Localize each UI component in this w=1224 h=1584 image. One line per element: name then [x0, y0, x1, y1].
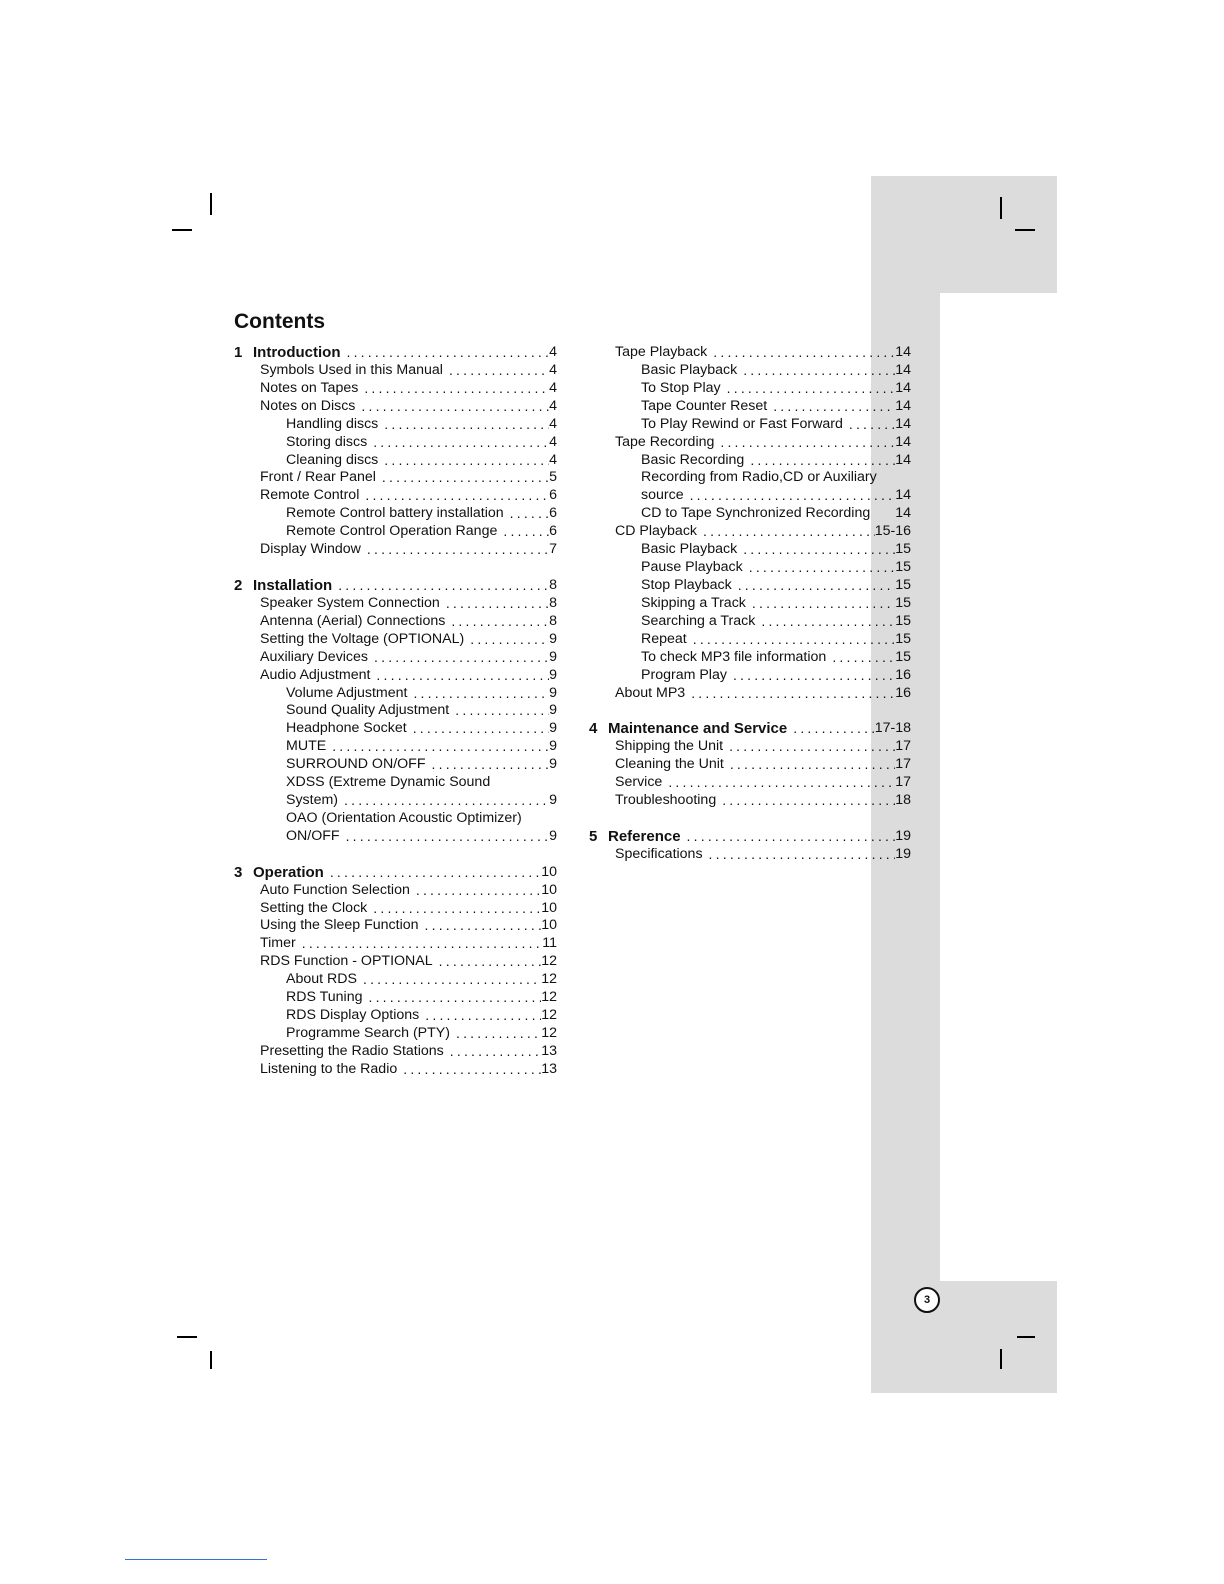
toc-page-number: 17	[895, 774, 911, 791]
toc-entry-label: Reference	[608, 827, 681, 845]
toc-entry-label: Audio Adjustment	[260, 666, 371, 683]
toc-leader-dots	[426, 756, 550, 774]
toc-entry[interactable]	[589, 344, 911, 362]
toc-leader-dots	[826, 649, 895, 667]
toc-page-number: 10	[541, 899, 557, 916]
toc-page-number: 9	[549, 684, 557, 701]
toc-page-number: 15	[895, 559, 911, 576]
crop-mark	[1015, 229, 1035, 231]
toc-entry[interactable]	[589, 756, 911, 774]
toc-entry[interactable]	[234, 702, 557, 720]
toc-entry-label: Troubleshooting	[615, 792, 717, 809]
toc-leader-dots	[367, 434, 549, 452]
toc-page-number: 10	[541, 917, 557, 934]
toc-entry[interactable]	[589, 667, 911, 685]
toc-entry-label: source	[641, 487, 684, 504]
toc-page-number: 14	[895, 361, 911, 378]
toc-leader-dots	[378, 452, 549, 470]
toc-entry-label: Stop Playback	[641, 576, 732, 593]
toc-leader-dots	[732, 577, 896, 595]
toc-entry[interactable]	[589, 846, 911, 864]
toc-entry-label: Display Window	[260, 541, 361, 558]
toc-entry[interactable]	[589, 792, 911, 810]
toc-section-number: 4	[589, 720, 598, 738]
toc-entry-label: CD to Tape Synchronized Recording	[641, 505, 871, 522]
toc-entry-label: Setting the Voltage (OPTIONAL)	[260, 630, 465, 647]
toc-entry[interactable]	[234, 685, 557, 703]
toc-entry[interactable]	[234, 523, 557, 541]
toc-page-number: 4	[549, 433, 557, 450]
toc-entry-label: RDS Tuning	[286, 989, 363, 1006]
toc-entry-label: Volume Adjustment	[286, 684, 408, 701]
toc-entry[interactable]	[234, 649, 557, 667]
toc-page-number: 18	[895, 792, 911, 809]
toc-entry-label: Headphone Socket	[286, 720, 407, 737]
toc-leader-dots	[338, 792, 549, 810]
toc-leader-dots	[368, 649, 549, 667]
toc-leader-dots	[504, 505, 549, 523]
toc-leader-dots	[684, 487, 896, 505]
toc-entry[interactable]	[234, 416, 557, 434]
toc-leader-dots	[727, 667, 895, 685]
toc-leader-dots	[378, 416, 549, 434]
toc-entry-label: Introduction	[253, 343, 341, 361]
toc-entry-label: ON/OFF	[286, 827, 340, 844]
toc-entry-label: Setting the Clock	[260, 899, 368, 916]
toc-leader-dots	[723, 738, 895, 756]
toc-entry[interactable]	[234, 774, 557, 792]
toc-page-number: 16	[895, 684, 911, 701]
toc-entry[interactable]	[234, 953, 557, 971]
toc-entry[interactable]	[234, 1025, 557, 1043]
toc-page-number: 12	[541, 1025, 557, 1042]
toc-page-number: 7	[549, 541, 557, 558]
toc-entry-label: Installation	[253, 576, 333, 594]
toc-leader-dots	[361, 541, 549, 559]
toc-entry-label: Remote Control Operation Range	[286, 523, 498, 540]
toc-page-number: 13	[541, 1060, 557, 1077]
toc-page-number: 19	[895, 845, 911, 862]
toc-leader-dots	[410, 882, 541, 900]
toc-leader-dots	[716, 792, 895, 810]
toc-entry[interactable]	[234, 1007, 557, 1025]
toc-page-number: 8	[549, 612, 557, 629]
toc-entry-label: Timer	[260, 935, 296, 952]
toc-entry-label: MUTE	[286, 738, 327, 755]
toc-section-number: 3	[234, 863, 243, 881]
toc-page-number: 12	[541, 953, 557, 970]
toc-entry[interactable]	[589, 523, 911, 541]
toc-leader-dots	[370, 667, 549, 685]
toc-entry[interactable]	[234, 613, 557, 631]
toc-entry[interactable]	[234, 362, 557, 380]
toc-entry-label: Basic Recording	[641, 451, 745, 468]
toc-page-number: 8	[549, 576, 557, 593]
toc-page-number: 15	[895, 630, 911, 647]
toc-leader-dots	[787, 720, 874, 738]
toc-section-number: 2	[234, 576, 243, 594]
toc-entry[interactable]	[589, 541, 911, 559]
toc-entry[interactable]	[589, 577, 911, 595]
toc-entry[interactable]	[234, 882, 557, 900]
toc-entry[interactable]	[234, 989, 557, 1007]
toc-page-number: 4	[549, 397, 557, 414]
toc-entry-label: CD Playback	[615, 523, 698, 540]
toc-page-number: 17	[895, 756, 911, 773]
toc-entry[interactable]	[234, 935, 557, 953]
toc-leader-dots	[433, 953, 542, 971]
toc-entry-label: Specifications	[615, 845, 703, 862]
toc-entry[interactable]	[234, 738, 557, 756]
toc-page-number: 4	[549, 379, 557, 396]
toc-entry-label: Program Play	[641, 666, 727, 683]
toc-page-number: 14	[895, 343, 911, 360]
toc-entry[interactable]	[589, 738, 911, 756]
toc-section-heading[interactable]	[589, 720, 911, 738]
toc-entry-label: Using the Sleep Function	[260, 917, 419, 934]
toc-leader-dots	[296, 935, 543, 953]
toc-entry-label: Auxiliary Devices	[260, 648, 369, 665]
toc-page-number: 4	[549, 415, 557, 432]
toc-section-heading[interactable]	[589, 828, 911, 846]
toc-page-number: 11	[542, 935, 557, 952]
toc-leader-dots	[767, 398, 895, 416]
crop-mark	[210, 1351, 212, 1369]
toc-entry-label: OAO (Orientation Acoustic Optimizer)	[286, 809, 522, 826]
toc-entry[interactable]	[589, 434, 911, 452]
toc-entry[interactable]	[234, 505, 557, 523]
toc-entry[interactable]	[234, 398, 557, 416]
toc-page-number: 15	[895, 541, 911, 558]
toc-entry[interactable]	[589, 613, 911, 631]
toc-entry[interactable]	[234, 667, 557, 685]
toc-entry[interactable]	[589, 487, 911, 505]
crop-mark	[210, 193, 212, 215]
toc-section-number: 5	[589, 827, 598, 845]
toc-page-number: 5	[549, 469, 557, 486]
toc-page-number: 12	[541, 989, 557, 1006]
toc-page-number: 14	[895, 415, 911, 432]
toc-leader-dots	[724, 756, 895, 774]
crop-mark	[1017, 1336, 1035, 1338]
toc-leader-dots	[662, 774, 895, 792]
toc-entry-label: Searching a Track	[641, 612, 756, 629]
toc-section-number: 1	[234, 343, 243, 361]
toc-page-number: 14	[895, 505, 911, 522]
toc-leader-dots	[376, 469, 549, 487]
toc-leader-dots	[444, 1043, 541, 1061]
crop-mark	[172, 229, 192, 231]
toc-entry-label: Skipping a Track	[641, 594, 746, 611]
toc-leader-dots	[449, 702, 549, 720]
toc-entry[interactable]	[234, 971, 557, 989]
toc-entry[interactable]	[234, 1043, 557, 1061]
toc-entry-label: Symbols Used in this Manual	[260, 361, 443, 378]
toc-entry-label: SURROUND ON/OFF	[286, 756, 426, 773]
toc-page-number: 9	[549, 792, 557, 809]
toc-entry-label: Basic Playback	[641, 541, 738, 558]
toc-section-heading[interactable]	[234, 577, 557, 595]
toc-leader-dots	[419, 917, 542, 935]
toc-leader-dots	[358, 380, 549, 398]
toc-section-heading[interactable]	[234, 344, 557, 362]
toc-entry-label: Storing discs	[286, 433, 368, 450]
toc-entry-label: Sound Quality Adjustment	[286, 702, 450, 719]
toc-leader-dots	[450, 1025, 541, 1043]
toc-page-number: 4	[549, 343, 557, 360]
side-tab-top	[871, 176, 1057, 293]
toc-entry-label: Antenna (Aerial) Connections	[260, 612, 446, 629]
toc-entry-label: Speaker System Connection	[260, 594, 440, 611]
toc-page-number: 4	[549, 451, 557, 468]
toc-page-number: 13	[541, 1042, 557, 1059]
toc-page-number: 9	[549, 756, 557, 773]
toc-entry[interactable]	[589, 685, 911, 703]
toc-entry-label: Recording from Radio,CD or Auxiliary	[641, 469, 877, 486]
toc-entry-label: To check MP3 file information	[641, 648, 827, 665]
toc-entry[interactable]	[589, 452, 911, 470]
toc-page-number: 14	[895, 433, 911, 450]
toc-leader-dots	[687, 631, 895, 649]
toc-entry[interactable]	[589, 631, 911, 649]
toc-entry[interactable]	[234, 380, 557, 398]
toc-leader-dots	[737, 362, 895, 380]
toc-section-heading[interactable]	[234, 864, 557, 882]
toc-entry-label: Notes on Tapes	[260, 379, 359, 396]
toc-leader-dots	[445, 613, 549, 631]
toc-leader-dots	[714, 434, 895, 452]
toc-entry-label: Cleaning discs	[286, 451, 379, 468]
toc-entry[interactable]	[234, 792, 557, 810]
toc-leader-dots	[681, 828, 896, 846]
toc-leader-dots	[464, 631, 549, 649]
toc-leader-dots	[721, 380, 896, 398]
toc-leader-dots	[324, 864, 541, 882]
toc-entry[interactable]	[234, 810, 557, 828]
toc-entry[interactable]	[589, 469, 911, 487]
toc-leader-dots	[326, 738, 549, 756]
toc-page-number: 10	[541, 881, 557, 898]
toc-entry[interactable]	[234, 631, 557, 649]
toc-page-number: 9	[549, 630, 557, 647]
toc-page-number: 17-18	[874, 720, 911, 737]
toc-entry[interactable]	[589, 649, 911, 667]
toc-entry-label: Handling discs	[286, 415, 379, 432]
toc-entry-label: Shipping the Unit	[615, 738, 724, 755]
toc-leader-dots	[407, 685, 549, 703]
toc-entry-label: Cleaning the Unit	[615, 756, 724, 773]
toc-entry-label: Repeat	[641, 630, 687, 647]
toc-leader-dots	[407, 720, 549, 738]
toc-page-number: 6	[549, 505, 557, 522]
toc-entry-label: Maintenance and Service	[608, 720, 788, 738]
footer-rule	[125, 1559, 267, 1560]
toc-leader-dots	[367, 900, 541, 918]
toc-entry-label: System)	[286, 792, 339, 809]
crop-mark	[177, 1336, 197, 1338]
toc-page-number: 9	[549, 648, 557, 665]
toc-leader-dots	[363, 989, 542, 1007]
toc-page-number: 10	[541, 863, 557, 880]
toc-leader-dots	[332, 577, 549, 595]
toc-entry[interactable]	[589, 416, 911, 434]
toc-leader-dots	[685, 685, 895, 703]
toc-entry[interactable]	[234, 720, 557, 738]
toc-entry-label: RDS Function - OPTIONAL	[260, 953, 433, 970]
toc-page-number: 16	[895, 666, 911, 683]
toc-leader-dots	[737, 541, 895, 559]
toc-page-number: 9	[549, 827, 557, 844]
toc-entry-label: Auto Function Selection	[260, 881, 410, 898]
toc-entry-label: About MP3	[615, 684, 686, 701]
toc-leader-dots	[746, 595, 895, 613]
toc-page-number: 15-16	[874, 523, 911, 540]
toc-page-number: 14	[895, 451, 911, 468]
toc-entry[interactable]	[234, 434, 557, 452]
toc-entry[interactable]	[589, 559, 911, 577]
toc-leader-dots	[359, 487, 549, 505]
toc-leader-dots	[697, 523, 875, 541]
crop-mark	[1000, 1349, 1002, 1369]
toc-page-number: 9	[549, 738, 557, 755]
toc-page-number: 15	[895, 594, 911, 611]
contents-left-column	[234, 344, 557, 1079]
toc-page-number: 12	[541, 971, 557, 988]
toc-leader-dots	[340, 828, 550, 846]
toc-entry[interactable]	[234, 918, 557, 936]
toc-page-number: 12	[541, 1007, 557, 1024]
toc-leader-dots	[357, 971, 541, 989]
toc-page-number: 9	[549, 702, 557, 719]
toc-leader-dots	[397, 1061, 541, 1079]
toc-entry-label: Notes on Discs	[260, 397, 356, 414]
toc-entry[interactable]	[589, 505, 911, 523]
toc-page-number: 6	[549, 487, 557, 504]
crop-mark	[1000, 197, 1002, 219]
toc-entry-label: Operation	[253, 863, 324, 881]
toc-entry-label: Remote Control battery installation	[286, 505, 504, 522]
toc-entry[interactable]	[589, 774, 911, 792]
toc-entry-label: Tape Counter Reset	[641, 397, 768, 414]
toc-leader-dots	[440, 595, 549, 613]
toc-entry[interactable]	[589, 398, 911, 416]
toc-page-number: 9	[549, 720, 557, 737]
toc-page-number: 15	[895, 576, 911, 593]
page-title: Contents	[234, 310, 325, 333]
toc-leader-dots	[703, 846, 896, 864]
toc-entry-label: Tape Recording	[615, 433, 715, 450]
toc-entry[interactable]	[234, 452, 557, 470]
page-number-badge: 3	[914, 1287, 940, 1313]
toc-leader-dots	[419, 1007, 541, 1025]
toc-page-number: 4	[549, 361, 557, 378]
toc-entry[interactable]	[234, 469, 557, 487]
toc-entry-label: To Play Rewind or Fast Forward	[641, 415, 843, 432]
toc-leader-dots	[755, 613, 895, 631]
toc-entry[interactable]	[589, 595, 911, 613]
toc-entry-label: RDS Display Options	[286, 1007, 420, 1024]
toc-entry[interactable]	[234, 828, 557, 846]
toc-page-number: 17	[895, 738, 911, 755]
toc-page-number: 15	[895, 648, 911, 665]
toc-entry[interactable]	[234, 900, 557, 918]
toc-entry-label: Service	[615, 774, 663, 791]
toc-leader-dots	[743, 559, 895, 577]
toc-leader-dots	[744, 452, 895, 470]
toc-entry[interactable]	[234, 756, 557, 774]
toc-entry-label: Front / Rear Panel	[260, 469, 376, 486]
toc-entry-label: XDSS (Extreme Dynamic Sound	[286, 774, 491, 791]
toc-entry[interactable]	[234, 1061, 557, 1079]
toc-entry-label: Remote Control	[260, 487, 360, 504]
toc-leader-dots	[340, 344, 549, 362]
toc-leader-dots	[443, 362, 549, 380]
toc-leader-dots	[843, 416, 895, 434]
toc-page-number: 6	[549, 523, 557, 540]
toc-page-number: 9	[549, 666, 557, 683]
toc-entry-label: To Stop Play	[641, 379, 721, 396]
toc-leader-dots	[355, 398, 549, 416]
toc-entry[interactable]	[589, 362, 911, 380]
toc-page-number: 19	[895, 827, 911, 844]
toc-entry-label: Listening to the Radio	[260, 1060, 398, 1077]
toc-entry[interactable]	[234, 541, 557, 559]
toc-entry-label: About RDS	[286, 971, 357, 988]
toc-entry-label: Basic Playback	[641, 361, 738, 378]
toc-page-number: 14	[895, 487, 911, 504]
toc-leader-dots	[707, 344, 895, 362]
toc-entry[interactable]	[589, 380, 911, 398]
toc-entry[interactable]	[234, 487, 557, 505]
contents-right-column	[589, 344, 911, 864]
toc-page-number: 14	[895, 379, 911, 396]
toc-entry-label: Presetting the Radio Stations	[260, 1042, 444, 1059]
toc-page-number: 15	[895, 612, 911, 629]
toc-leader-dots	[497, 523, 549, 541]
toc-entry-label: Pause Playback	[641, 559, 743, 576]
toc-page-number: 8	[549, 594, 557, 611]
toc-entry-label: Tape Playback	[615, 343, 708, 360]
toc-page-number: 14	[895, 397, 911, 414]
toc-entry-label: Programme Search (PTY)	[286, 1025, 450, 1042]
toc-entry[interactable]	[234, 595, 557, 613]
